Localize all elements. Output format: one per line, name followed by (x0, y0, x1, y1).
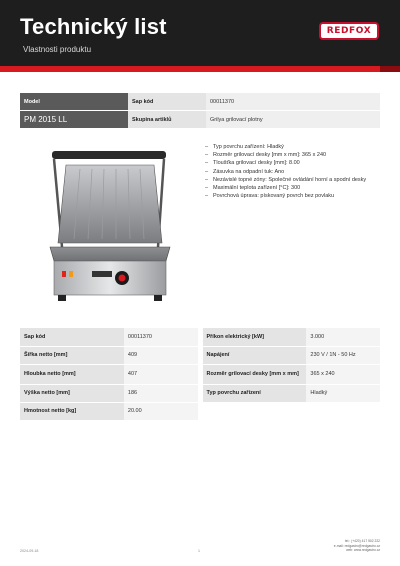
product-info-table (20, 93, 380, 129)
specs-table (20, 328, 380, 421)
accent-bar (0, 66, 400, 72)
spec-label: Sap kód (20, 328, 124, 346)
feature-item: – Povrchová úprava: pískovaný povrch bez povlaku (205, 192, 380, 200)
spec-value: 186 (124, 384, 198, 402)
spec-value: 409 (124, 346, 198, 364)
feature-list (205, 143, 380, 200)
brand-logo (319, 22, 379, 40)
contact-phone: tel.: (+420) 417 502 222 (344, 539, 380, 543)
spec-label: Typ povrchu zařízení (203, 384, 307, 402)
spec-label: Hmotnost netto [kg] (20, 402, 124, 420)
page-title: Technický list (20, 14, 167, 39)
spec-value: 230 V / 1N - 50 Hz (306, 346, 380, 364)
group-label: Skupina artiklů (128, 111, 206, 129)
spec-value: 365 x 240 (306, 364, 380, 384)
spec-label: Hloubka netto [mm] (20, 364, 124, 384)
sapkod-value: 00011370 (206, 93, 380, 111)
spec-label: Šířka netto [mm] (20, 346, 124, 364)
spec-value: 00011370 (124, 328, 198, 346)
contact-info (300, 539, 380, 553)
header-bar (0, 0, 400, 66)
brand-logo-text: REDFOX (326, 26, 372, 36)
spec-value: 20.00 (124, 402, 198, 420)
feature-item: – Typ povrchu zařízení: Hladký (205, 143, 380, 151)
feature-item: – Rozměr grilovací desky [mm x mm]: 365 x 240 (205, 151, 380, 159)
contact-email: e-mail: redgastro@redgastro.cz (333, 543, 380, 548)
feature-item: – Nezávislé topné zóny: Společné ovládání horní a spodní desky (205, 176, 380, 184)
feature-item: – Maximální teplota zařízení [°C]: 300 (205, 184, 380, 192)
contact-web: web: www.redgastro.cz (346, 548, 380, 553)
spec-label: Příkon elektrický [kW] (203, 328, 307, 346)
spec-value: 3.000 (306, 328, 380, 346)
spec-label: Napájení (203, 346, 307, 364)
feature-item: – Tloušťka grilovací desky [mm]: 8.00 (205, 159, 380, 167)
spec-value: Hladký (306, 384, 380, 402)
page-number: 1 (198, 549, 200, 553)
sapkod-label: Sap kód (128, 93, 206, 111)
page-subtitle: Vlastnosti produktu (23, 45, 92, 54)
spec-label: Rozměr grilovací desky [mm x mm] (203, 364, 307, 384)
spec-label: Výška netto [mm] (20, 384, 124, 402)
model-label: Model (20, 93, 128, 111)
model-value: PM 2015 LL (20, 111, 128, 129)
accent-bar-end (380, 66, 400, 72)
group-value: Grilya grilovací plotny (206, 111, 380, 129)
footer-date: 2024-09-18 (20, 549, 39, 553)
feature-item: – Zásuvka na odpadní tuk: Ano (205, 168, 380, 176)
contact-grill-image (40, 147, 180, 305)
spec-value: 407 (124, 364, 198, 384)
